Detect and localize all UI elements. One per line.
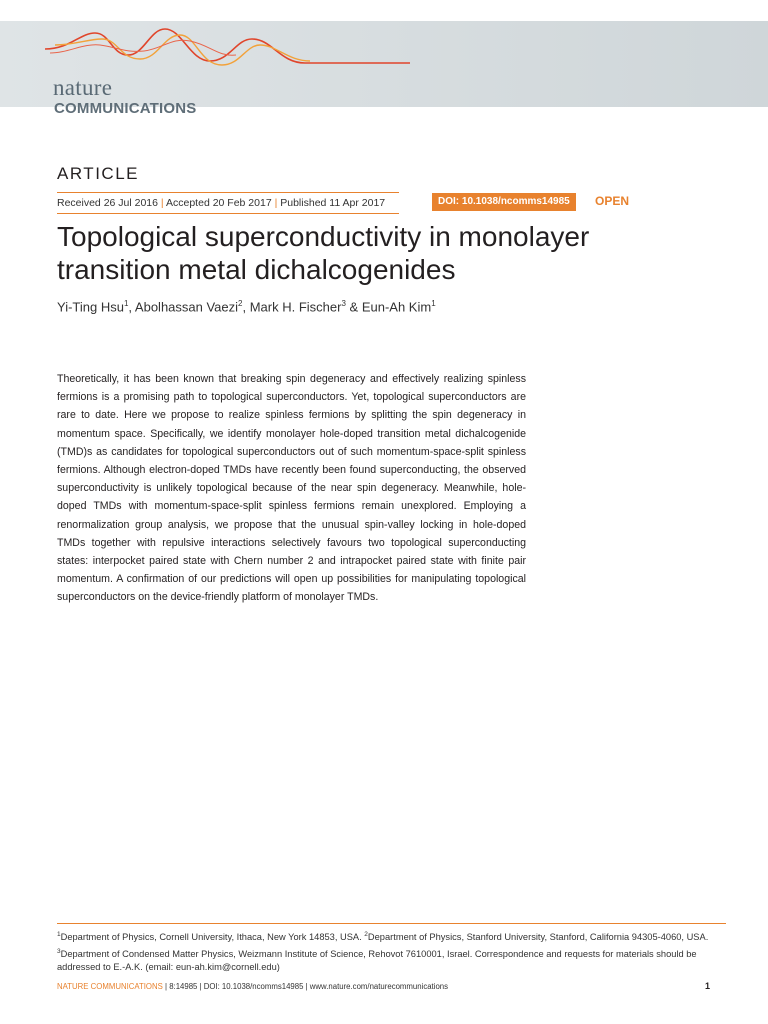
date-separator: | (274, 197, 278, 209)
affiliation-number: 2 (364, 931, 368, 938)
logo-nature: nature (53, 75, 113, 100)
page-footer (57, 982, 448, 991)
footer-citation: | 8:14985 | DOI: 10.1038/ncomms14985 | www.nature.com/naturecommunications (162, 982, 449, 991)
affiliation-number: 3 (57, 947, 61, 955)
author-name[interactable]: Abolhassan Vaezi (134, 299, 239, 315)
author-name[interactable]: Yi-Ting Hsu (57, 299, 124, 315)
journal-header (0, 21, 768, 117)
affiliation-text: Department of Condensed Matter Physics, Weizmann Institute of Science, Rehovot 7610001, Israel. Correspondence and requests for materials should be addressed to E.-A.K. (email: eun-ah.kim@cornell.edu) (57, 948, 697, 973)
published-date: Published 11 Apr 2017 (280, 197, 386, 209)
accepted-date: Accepted 20 Feb 2017 (166, 197, 272, 209)
open-access-badge: OPEN (595, 194, 630, 208)
author-affiliation: 1 (123, 299, 129, 308)
doi-link[interactable]: DOI: 10.1038/ncomms14985 (432, 193, 576, 211)
article-title: Topological superconductivity in monolayer transition metal dichalcogenides (57, 221, 590, 285)
author-name[interactable]: Mark H. Fischer (249, 299, 342, 315)
author-name[interactable]: Eun-Ah Kim (361, 299, 432, 315)
affiliations-footnote (57, 923, 726, 975)
logo-communications: COMMUNICATIONS (54, 100, 197, 117)
author-list (57, 299, 436, 314)
affiliation-number: 1 (57, 931, 61, 938)
article-dates (57, 192, 399, 214)
author-affiliation: 3 (341, 299, 346, 308)
affiliation-text: Department of Physics, Stanford University, Stanford, California 94305-4060, USA. (367, 932, 709, 943)
author-affiliation: 2 (238, 299, 243, 308)
abstract: Theoretically, it has been known that breaking spin degeneracy and effectively realizing spinless fermions is a promising path to topological superconductors. Yet, topological superconductors are rare to date. Here we propose to realize spinless fermions by splitting the spin degeneracy in momentum space. Specifically, we identify monolayer hole-doped transition metal dichalcogenide (TMD)s as candidates for topological superconductors out of such momentum-space-split spinless fermions. Although electron-doped TMDs have recently been found superconducting, the observed superconductivity is unlikely topological because of the near spin degeneracy. Meanwhile, hole-doped TMDs with momentum-space-split spinless fermions remain unexplored. Employing a renormalization group analysis, we propose that the unusual spin-valley locking in hole-doped TMDs together with repulsive interactions selectively favours two topological superconducting states: interpocket paired state with Chern number 2 and intrapocket paired state with finite pair momentum. A confirmation of our predictions will open up possibilities for manipulating topological superconductors on the device-friendly platform of monolayer TMDs. (57, 373, 526, 604)
author-separator: , (128, 299, 135, 315)
page-number: 1 (705, 981, 711, 991)
author-affiliation: 1 (431, 299, 436, 308)
date-separator: | (160, 197, 164, 209)
article-type-label: ARTICLE (57, 164, 139, 183)
footer-journal-name: NATURE COMMUNICATIONS (57, 982, 163, 991)
author-separator: , (242, 299, 250, 315)
affiliation-text: Department of Physics, Cornell University, Ithaca, New York 14853, USA. (60, 932, 362, 943)
author-separator: & (345, 299, 362, 315)
received-date: Received 26 Jul 2016 (57, 197, 158, 209)
